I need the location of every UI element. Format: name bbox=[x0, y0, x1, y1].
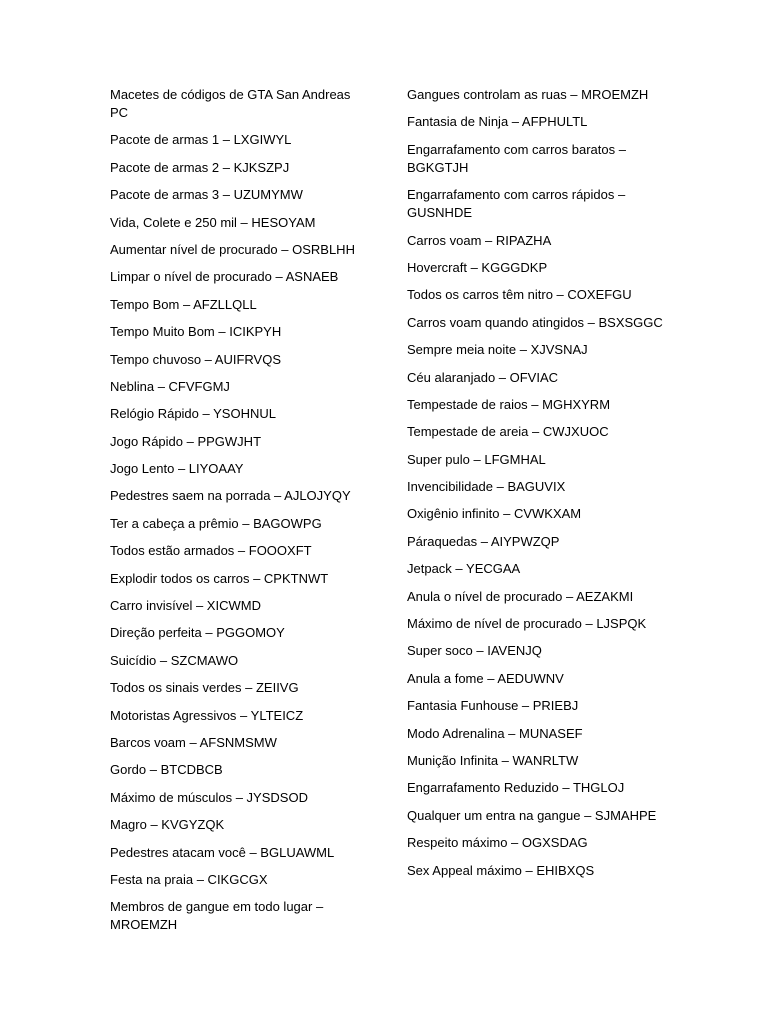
cheat-code-line: Suicídio – SZCMAWO bbox=[110, 652, 239, 668]
cheat-code-line: Gangues controlam as ruas – MROEMZH bbox=[407, 87, 649, 102]
cheat-code-line: Qualquer um entra na gangue – SJMAHPE bbox=[407, 807, 657, 823]
cheat-code-line: Engarrafamento com carros rápidos – GUSNHDE bbox=[407, 187, 626, 221]
cheat-code-line: Tempo Bom – AFZLLQLL bbox=[110, 296, 257, 312]
cheat-code-line: Explodir todos os carros – CPKTNWT bbox=[110, 570, 329, 586]
cheat-code-line: Carros voam quando atingidos – BSXSGGC bbox=[407, 314, 663, 330]
cheat-code-line: Magro – KVGYZQK bbox=[110, 817, 225, 833]
cheat-code-line: Membros de gangue em todo lugar – MROEMZH bbox=[110, 899, 324, 933]
cheat-code-line: Fantasia Funhouse – PRIEBJ bbox=[407, 698, 579, 714]
cheat-code-line: Tempestade de raios – MGHXYRM bbox=[407, 396, 611, 412]
cheat-code-line: Oxigênio infinito – CVWKXAM bbox=[407, 506, 582, 522]
cheat-code-line: Páraquedas – AIYPWZQP bbox=[407, 533, 560, 549]
cheat-code-line: Carro invisível – XICWMD bbox=[110, 598, 261, 614]
cheat-code-line: Pacote de armas 1 – LXGIWYL bbox=[110, 132, 292, 148]
cheat-code-line: Engarrafamento com carros baratos – BGKGTJH bbox=[407, 141, 626, 175]
cheat-code-line: Respeito máximo – OGXSDAG bbox=[407, 835, 588, 851]
cheat-code-line: Pacote de armas 3 – UZUMYMW bbox=[110, 187, 303, 203]
cheat-code-line: Todos os carros têm nitro – COXEFGU bbox=[407, 287, 632, 303]
cheat-code-line: Máximo de nível de procurado – LJSPQK bbox=[407, 616, 647, 632]
cheat-code-line: Festa na praia – CIKGCGX bbox=[110, 871, 268, 887]
cheat-code-line: Jogo Lento – LIYOAAY bbox=[110, 461, 244, 477]
cheat-code-line: Direção perfeita – PGGOMOY bbox=[110, 625, 285, 641]
cheat-code-line: Sex Appeal máximo – EHIBXQS bbox=[407, 862, 595, 878]
cheat-code-line: Barcos voam – AFSNMSMW bbox=[110, 734, 277, 750]
cheat-code-line: Super pulo – LFGMHAL bbox=[407, 451, 546, 467]
cheat-code-line: Invencibilidade – BAGUVIX bbox=[407, 479, 566, 495]
cheat-code-line: Engarrafamento Reduzido – THGLOJ bbox=[407, 780, 625, 796]
cheat-code-line: Tempestade de areia – CWJXUOC bbox=[407, 424, 609, 440]
cheat-code-line: Modo Adrenalina – MUNASEF bbox=[407, 725, 583, 741]
cheat-code-line: Hovercraft – KGGGDKP bbox=[407, 259, 548, 275]
cheat-code-line: Pedestres saem na porrada – AJLOJYQY bbox=[110, 488, 351, 504]
cheat-code-line: Fantasia de Ninja – AFPHULTL bbox=[407, 114, 588, 130]
cheat-code-line: Todos estão armados – FOOOXFT bbox=[110, 543, 312, 559]
cheat-code-line: Tempo Muito Bom – ICIKPYH bbox=[110, 324, 282, 340]
cheat-code-line: Relógio Rápido – YSOHNUL bbox=[110, 406, 276, 422]
cheat-code-line: Aumentar nível de procurado – OSRBLHH bbox=[110, 241, 355, 257]
cheat-code-line: Limpar o nível de procurado – ASNAEB bbox=[110, 269, 339, 285]
cheat-code-line: Gordo – BTCDBCB bbox=[110, 762, 223, 778]
cheat-code-line: Neblina – CFVFGMJ bbox=[110, 378, 230, 394]
cheat-code-line: Munição Infinita – WANRLTW bbox=[407, 752, 579, 768]
cheat-code-line: Sempre meia noite – XJVSNAJ bbox=[407, 342, 588, 358]
cheat-code-line: Carros voam – RIPAZHA bbox=[407, 232, 552, 248]
cheat-code-line: Super soco – IAVENJQ bbox=[407, 643, 542, 659]
cheat-code-line: Tempo chuvoso – AUIFRVQS bbox=[110, 351, 282, 367]
cheat-code-line: Jogo Rápido – PPGWJHT bbox=[110, 433, 262, 449]
cheat-code-line: Anula o nível de procurado – AEZAKMI bbox=[407, 588, 634, 604]
cheat-code-line: Anula a fome – AEDUWNV bbox=[407, 670, 564, 686]
right-column bbox=[407, 86, 667, 889]
cheat-code-line: Pacote de armas 2 – KJKSZPJ bbox=[110, 159, 290, 175]
cheat-code-line: Macetes de códigos de GTA San Andreas PC bbox=[110, 87, 351, 120]
cheat-code-line: Todos os sinais verdes – ZEIIVG bbox=[110, 680, 299, 696]
cheat-code-line: Pedestres atacam você – BGLUAWML bbox=[110, 844, 335, 860]
left-column bbox=[110, 86, 360, 944]
cheat-code-line: Ter a cabeça a prêmio – BAGOWPG bbox=[110, 515, 322, 531]
cheat-code-line: Céu alaranjado – OFVIAC bbox=[407, 369, 559, 385]
cheat-code-line: Máximo de músculos – JYSDSOD bbox=[110, 789, 308, 805]
cheat-code-line: Motoristas Agressivos – YLTEICZ bbox=[110, 707, 304, 723]
cheat-code-line: Vida, Colete e 250 mil – HESOYAM bbox=[110, 214, 316, 230]
cheat-code-line: Jetpack – YECGAA bbox=[407, 561, 521, 577]
